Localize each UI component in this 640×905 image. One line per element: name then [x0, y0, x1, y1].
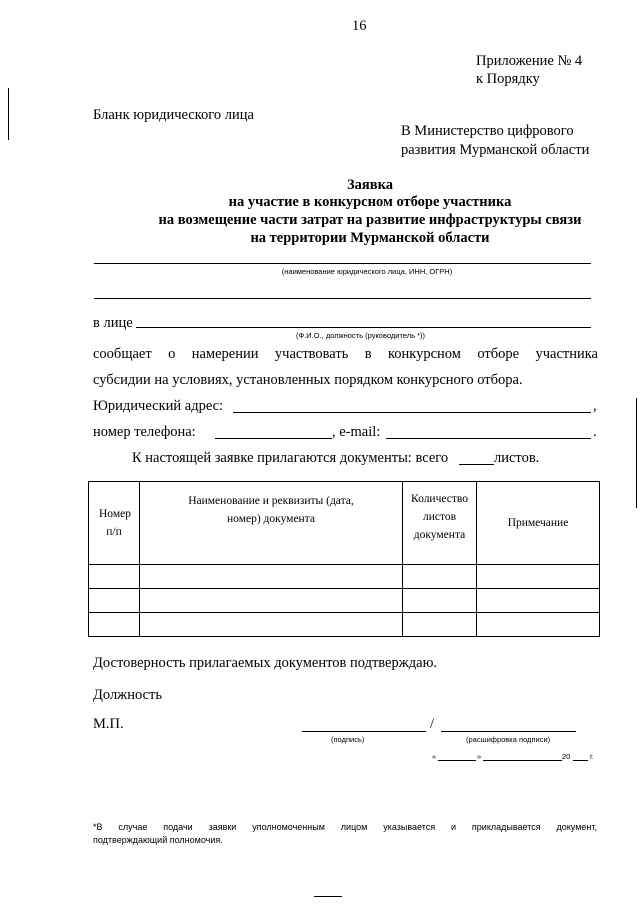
- attached-docs-label: К настоящей заявке прилагаются документы: всего: [132, 450, 449, 466]
- stamp-label: М.П.: [93, 716, 124, 732]
- table-cell[interactable]: [477, 613, 600, 637]
- column-header-document: Наименование и реквизиты (дата, номер) документа: [140, 482, 403, 565]
- address-comma: ,: [593, 398, 597, 414]
- table-cell[interactable]: [477, 589, 600, 613]
- date-month-field[interactable]: [483, 760, 562, 761]
- person-caption: (Ф.И.О., должность (руководитель *)): [296, 331, 426, 340]
- signature-caption: (подпись): [331, 735, 365, 744]
- column-header-sheet-count: Количество листов документа: [403, 482, 477, 565]
- date-quote-open: «: [432, 752, 437, 761]
- signature-field[interactable]: [302, 731, 426, 732]
- documents-table: [88, 481, 600, 637]
- letterhead-label: Бланк юридического лица: [93, 107, 254, 123]
- title-heading: Заявка: [347, 177, 393, 193]
- recipient-line-2: развития Мурманской области: [401, 142, 590, 158]
- email-field[interactable]: [386, 438, 591, 439]
- title-line-3: на возмещение части затрат на развитие инфраструктуры связи: [158, 212, 582, 228]
- phone-label: номер телефона:: [93, 424, 196, 440]
- address-field[interactable]: [233, 412, 591, 413]
- intent-statement-line-1: сообщает о намерении участвовать в конкурсном отборе участника: [93, 346, 598, 362]
- page-number: 16: [352, 18, 367, 34]
- scan-edge-mark: [636, 398, 637, 508]
- date-quote-close: »: [477, 752, 482, 761]
- phone-field[interactable]: [215, 438, 332, 439]
- attached-sheets-label: листов.: [494, 450, 540, 466]
- table-cell[interactable]: [403, 589, 477, 613]
- table-cell[interactable]: [140, 565, 403, 589]
- entity-name-caption: (наименование юридического лица, ИНН, ОГРН): [281, 267, 453, 276]
- intent-statement-line-2: субсидии на условиях, установленных порядком конкурсного отбора.: [93, 372, 523, 388]
- attached-count-field[interactable]: [459, 464, 494, 465]
- appendix-number: Приложение № 4: [476, 53, 583, 69]
- email-label: , e-mail:: [332, 424, 381, 440]
- footnote-line-1: *В случае подачи заявки уполномоченным лицом указывается и прикладывается документ,: [93, 822, 597, 832]
- signature-decoding-caption: (расшифровка подписи): [466, 735, 551, 744]
- scan-edge-mark: [314, 896, 342, 897]
- in-person-label: в лице: [93, 315, 133, 331]
- email-period: .: [593, 424, 597, 440]
- table-cell[interactable]: [140, 613, 403, 637]
- footnote-line-2: подтверждающий полномочия.: [93, 835, 223, 845]
- column-header-note: Примечание: [477, 482, 600, 565]
- person-line[interactable]: [136, 327, 591, 328]
- signature-slash: /: [430, 716, 435, 732]
- table-cell[interactable]: [403, 613, 477, 637]
- table-cell[interactable]: [403, 565, 477, 589]
- table-cell[interactable]: [477, 565, 600, 589]
- table-cell[interactable]: [89, 589, 140, 613]
- date-year-field[interactable]: [573, 760, 588, 761]
- confirmation-statement: Достоверность прилагаемых документов подтверждаю.: [93, 655, 438, 671]
- table-row: [89, 613, 600, 637]
- table-cell[interactable]: [140, 589, 403, 613]
- date-year-suffix: г.: [590, 752, 594, 761]
- title-line-4: на территории Мурманской области: [250, 230, 490, 246]
- title-line-2: на участие в конкурсном отборе участника: [228, 194, 512, 210]
- table-row: [89, 589, 600, 613]
- appendix-reference: к Порядку: [476, 71, 540, 87]
- position-label: Должность: [93, 687, 162, 703]
- address-label: Юридический адрес:: [93, 398, 224, 414]
- table-cell[interactable]: [89, 613, 140, 637]
- signature-decoding-field[interactable]: [441, 731, 576, 732]
- date-year-prefix: 20: [562, 752, 571, 761]
- entity-name-line[interactable]: [94, 263, 591, 264]
- date-day-field[interactable]: [438, 760, 476, 761]
- scan-edge-mark: [8, 88, 9, 140]
- table-row: [89, 565, 600, 589]
- entity-name-line-2[interactable]: [94, 298, 591, 299]
- recipient-line-1: В Министерство цифрового: [401, 123, 574, 139]
- column-header-number: Номер п/п: [89, 482, 140, 565]
- table-cell[interactable]: [89, 565, 140, 589]
